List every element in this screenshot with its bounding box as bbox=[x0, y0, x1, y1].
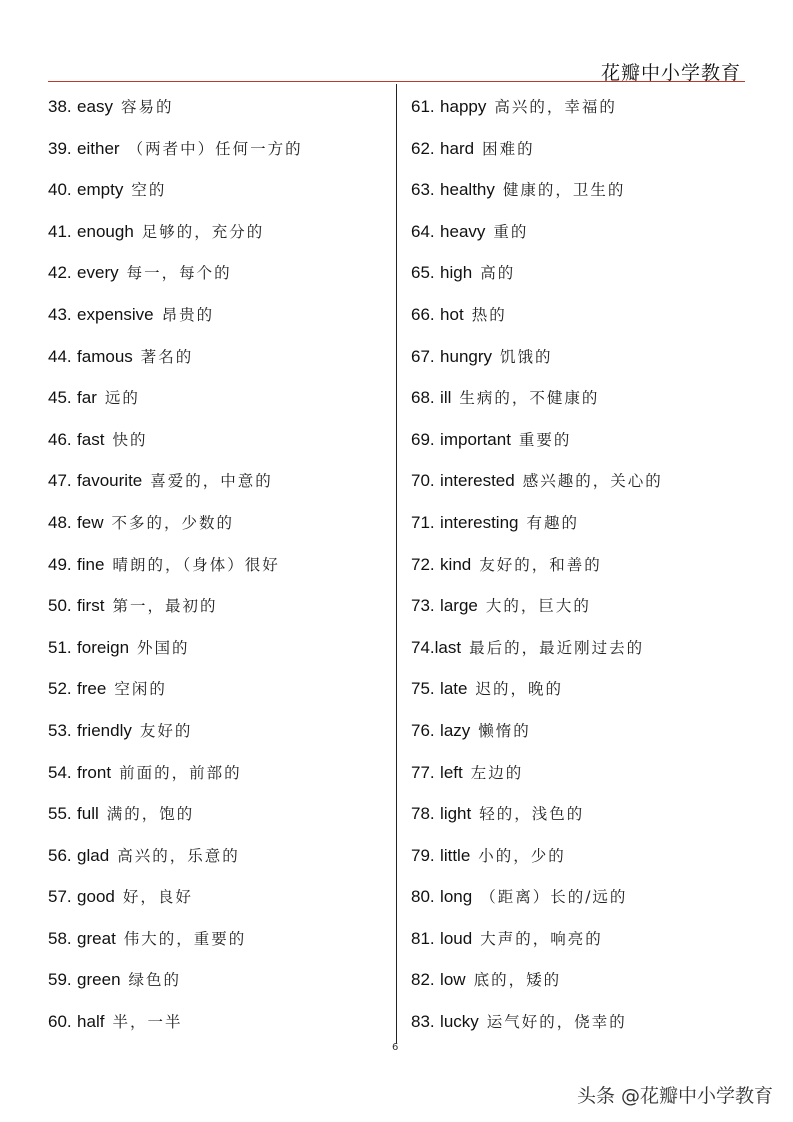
entry-word: long bbox=[440, 887, 473, 907]
vocab-entry bbox=[48, 295, 388, 337]
entry-meaning: 轻的，浅色的 bbox=[479, 805, 585, 824]
entry-number: 74. bbox=[411, 637, 435, 657]
entry-meaning: 重要的 bbox=[518, 430, 572, 449]
vocab-entry bbox=[48, 337, 388, 379]
entry-word: glad bbox=[77, 845, 110, 865]
vocab-entry bbox=[411, 586, 751, 628]
entry-word: fast bbox=[77, 429, 105, 449]
vocab-entry bbox=[411, 170, 751, 212]
entry-word: happy bbox=[440, 97, 487, 116]
entry-word: loud bbox=[440, 928, 473, 948]
entry-meaning: 小的，少的 bbox=[478, 846, 566, 865]
vocab-entry bbox=[411, 337, 751, 379]
vocab-entry bbox=[411, 253, 751, 295]
vocab-entry bbox=[48, 919, 388, 961]
entry-word: empty bbox=[77, 180, 124, 200]
vocab-entry bbox=[411, 212, 751, 254]
vocab-entry bbox=[48, 87, 388, 129]
entry-number: 69. bbox=[411, 429, 435, 449]
entry-meaning: 半，一半 bbox=[112, 1013, 183, 1032]
entry-number: 40. bbox=[48, 180, 72, 200]
entry-meaning: 健康的，卫生的 bbox=[502, 181, 626, 200]
entry-meaning: 高兴的，乐意的 bbox=[117, 846, 240, 865]
entry-meaning: 大的，巨大的 bbox=[485, 597, 591, 616]
entry-meaning: 晴朗的，（身体）很好 bbox=[112, 555, 280, 574]
entry-number: 38. bbox=[48, 97, 72, 116]
entry-word: low bbox=[440, 970, 466, 990]
entry-word: green bbox=[77, 970, 121, 990]
vocab-entry bbox=[411, 960, 751, 1002]
entry-number: 60. bbox=[48, 1012, 72, 1032]
entry-number: 59. bbox=[48, 970, 72, 990]
entry-meaning: 大声的，响亮的 bbox=[480, 929, 603, 948]
entry-meaning: 每一，每个的 bbox=[126, 264, 232, 283]
entry-meaning: 绿色的 bbox=[128, 971, 182, 990]
vocab-entry bbox=[48, 129, 388, 171]
entry-word: large bbox=[440, 596, 478, 616]
entry-meaning: 困难的 bbox=[482, 139, 535, 158]
entry-number: 66. bbox=[411, 304, 435, 324]
page-header-title: 花瓣中小学教育 bbox=[600, 62, 741, 84]
vocab-entry bbox=[48, 545, 388, 587]
entry-number: 64. bbox=[411, 221, 435, 241]
vocab-entry bbox=[48, 711, 388, 753]
vocab-entry bbox=[411, 919, 751, 961]
entry-meaning: （距离）长的/远的 bbox=[480, 888, 628, 907]
vocab-entry bbox=[411, 753, 751, 795]
entry-number: 58. bbox=[48, 928, 72, 948]
entry-word: healthy bbox=[440, 180, 495, 200]
entry-meaning: 外国的 bbox=[137, 638, 190, 657]
entry-number: 65. bbox=[411, 263, 435, 283]
entry-word: famous bbox=[77, 346, 133, 366]
page-number: 6 bbox=[392, 1042, 399, 1053]
vocab-entry bbox=[48, 420, 388, 462]
entry-meaning: 友好的 bbox=[139, 721, 193, 740]
vocab-entry bbox=[411, 628, 751, 670]
entry-meaning: 前面的，前部的 bbox=[119, 763, 242, 782]
entry-word: interesting bbox=[440, 512, 519, 532]
entry-word: free bbox=[77, 679, 107, 699]
entry-number: 71. bbox=[411, 512, 435, 532]
vocab-entry bbox=[48, 253, 388, 295]
entry-word: either bbox=[77, 138, 120, 158]
vocab-entry bbox=[48, 586, 388, 628]
entry-word: foreign bbox=[77, 637, 130, 657]
vocab-entry bbox=[48, 669, 388, 711]
vocab-entry bbox=[48, 212, 388, 254]
entry-meaning: 懒惰的 bbox=[478, 721, 531, 740]
entry-word: friendly bbox=[77, 720, 132, 740]
vocab-entry bbox=[48, 503, 388, 545]
entry-word: interested bbox=[440, 471, 515, 491]
entry-word: good bbox=[77, 887, 115, 907]
entry-meaning: 满的，饱的 bbox=[106, 805, 195, 824]
entry-number: 56. bbox=[48, 845, 72, 865]
entry-number: 45. bbox=[48, 388, 72, 408]
entry-meaning: 喜爱的，中意的 bbox=[150, 472, 273, 491]
entry-word: ill bbox=[440, 388, 452, 408]
vocab-entry bbox=[411, 794, 751, 836]
entry-word: every bbox=[77, 263, 119, 283]
entry-number: 61. bbox=[411, 97, 435, 116]
entry-meaning: 快的 bbox=[112, 430, 148, 449]
entry-word: front bbox=[77, 762, 112, 782]
entry-number: 63. bbox=[411, 180, 435, 200]
entry-number: 42. bbox=[48, 263, 72, 283]
vocab-entry bbox=[48, 960, 388, 1002]
entry-number: 39. bbox=[48, 138, 72, 158]
entry-word: kind bbox=[440, 554, 472, 574]
entry-number: 79. bbox=[411, 845, 435, 865]
vocab-entry bbox=[48, 794, 388, 836]
entry-number: 70. bbox=[411, 471, 435, 491]
entry-meaning: 运气好的，侥幸的 bbox=[486, 1013, 627, 1032]
entry-meaning: 空闲的 bbox=[114, 680, 167, 699]
entry-meaning: 昂贵的 bbox=[161, 305, 215, 324]
entry-word: easy bbox=[77, 97, 113, 116]
entry-number: 78. bbox=[411, 804, 435, 824]
entry-word: hungry bbox=[440, 346, 493, 366]
entry-word: half bbox=[77, 1012, 105, 1032]
vocab-entry bbox=[411, 711, 751, 753]
vocab-entry bbox=[48, 836, 388, 878]
entry-word: lazy bbox=[440, 720, 471, 740]
entry-number: 80. bbox=[411, 887, 435, 907]
vocab-entry bbox=[411, 877, 751, 919]
entry-meaning: 迟的，晚的 bbox=[475, 680, 563, 699]
entry-number: 81. bbox=[411, 928, 435, 948]
entry-word: late bbox=[440, 679, 468, 699]
entry-meaning: 底的，矮的 bbox=[473, 971, 562, 990]
entry-meaning: 好，良好 bbox=[122, 888, 193, 907]
entry-word: hard bbox=[440, 138, 475, 158]
vocab-column-right bbox=[411, 87, 751, 1044]
entry-meaning: 最后的，最近刚过去的 bbox=[469, 638, 645, 657]
vocab-entry bbox=[411, 378, 751, 420]
vocab-entry bbox=[411, 503, 751, 545]
entry-meaning: （两者中）任何一方的 bbox=[127, 139, 303, 158]
vocab-entry bbox=[411, 129, 751, 171]
entry-number: 68. bbox=[411, 388, 435, 408]
entry-word: hot bbox=[440, 304, 464, 324]
entry-meaning: 感兴趣的，关心的 bbox=[522, 472, 663, 491]
entry-meaning: 伟大的，重要的 bbox=[123, 929, 247, 948]
entry-number: 75. bbox=[411, 679, 435, 699]
entry-word: expensive bbox=[77, 304, 154, 324]
vocab-entry bbox=[411, 836, 751, 878]
entry-number: 52. bbox=[48, 679, 72, 699]
entry-number: 53. bbox=[48, 720, 72, 740]
vocab-entry bbox=[411, 545, 751, 587]
entry-number: 43. bbox=[48, 304, 72, 324]
entry-number: 50. bbox=[48, 596, 72, 616]
entry-word: favourite bbox=[77, 471, 143, 491]
entry-meaning: 生病的，不健康的 bbox=[459, 389, 600, 408]
vocab-entry bbox=[48, 1002, 388, 1044]
entry-meaning: 高的 bbox=[480, 264, 516, 283]
entry-word: full bbox=[77, 804, 99, 824]
entry-meaning: 容易的 bbox=[120, 98, 174, 116]
vocab-entry bbox=[48, 461, 388, 503]
entry-word: few bbox=[77, 512, 104, 532]
entry-word: little bbox=[440, 845, 471, 865]
entry-number: 41. bbox=[48, 221, 72, 241]
entry-number: 54. bbox=[48, 762, 72, 782]
vocab-entry bbox=[411, 1002, 751, 1044]
entry-word: high bbox=[440, 263, 473, 283]
entry-meaning: 足够的，充分的 bbox=[141, 222, 265, 241]
entry-number: 47. bbox=[48, 471, 72, 491]
entry-number: 67. bbox=[411, 346, 435, 366]
entry-number: 72. bbox=[411, 554, 435, 574]
vocab-entry bbox=[48, 877, 388, 919]
vocab-entry bbox=[411, 420, 751, 462]
entry-number: 82. bbox=[411, 970, 435, 990]
entry-word: heavy bbox=[440, 221, 486, 241]
entry-word: left bbox=[440, 762, 463, 782]
entry-word: first bbox=[77, 596, 105, 616]
entry-number: 48. bbox=[48, 512, 72, 532]
entry-meaning: 热的 bbox=[471, 305, 507, 324]
watermark: 头条 @花瓣中小学教育 bbox=[576, 1085, 773, 1107]
entry-word: fine bbox=[77, 554, 105, 574]
entry-word: great bbox=[77, 928, 116, 948]
vocab-column-left bbox=[48, 87, 388, 1044]
vocab-entry bbox=[48, 753, 388, 795]
entry-meaning: 著名的 bbox=[140, 347, 194, 366]
entry-number: 73. bbox=[411, 596, 435, 616]
entry-number: 46. bbox=[48, 429, 72, 449]
entry-number: 55. bbox=[48, 804, 72, 824]
entry-number: 49. bbox=[48, 554, 72, 574]
entry-word: important bbox=[440, 429, 511, 449]
header-divider bbox=[48, 81, 745, 82]
entry-meaning: 高兴的，幸福的 bbox=[494, 98, 617, 116]
vocab-entry bbox=[411, 669, 751, 711]
vocab-entry bbox=[48, 378, 388, 420]
entry-meaning: 不多的，少数的 bbox=[111, 513, 235, 532]
entry-meaning: 有趣的 bbox=[526, 513, 579, 532]
entry-meaning: 友好的，和善的 bbox=[479, 555, 602, 574]
entry-meaning: 左边的 bbox=[470, 763, 524, 782]
entry-word: last bbox=[434, 637, 462, 657]
entry-meaning: 第一，最初的 bbox=[112, 597, 218, 616]
vocab-entry bbox=[411, 295, 751, 337]
column-divider bbox=[396, 84, 397, 1044]
entry-meaning: 重的 bbox=[493, 222, 529, 241]
entry-meaning: 饥饿的 bbox=[500, 347, 553, 366]
vocab-entry bbox=[411, 87, 751, 129]
entry-number: 57. bbox=[48, 887, 72, 907]
entry-word: enough bbox=[77, 221, 134, 241]
vocab-entry bbox=[411, 461, 751, 503]
entry-number: 62. bbox=[411, 138, 435, 158]
entry-number: 83. bbox=[411, 1012, 435, 1032]
entry-number: 44. bbox=[48, 346, 72, 366]
entry-number: 77. bbox=[411, 762, 435, 782]
entry-word: light bbox=[440, 804, 472, 824]
vocab-entry bbox=[48, 628, 388, 670]
entry-meaning: 空的 bbox=[131, 181, 167, 200]
entry-number: 76. bbox=[411, 720, 435, 740]
entry-word: far bbox=[77, 388, 97, 408]
vocab-entry bbox=[48, 170, 388, 212]
entry-meaning: 远的 bbox=[104, 389, 140, 408]
entry-number: 51. bbox=[48, 637, 72, 657]
entry-word: lucky bbox=[440, 1012, 479, 1032]
